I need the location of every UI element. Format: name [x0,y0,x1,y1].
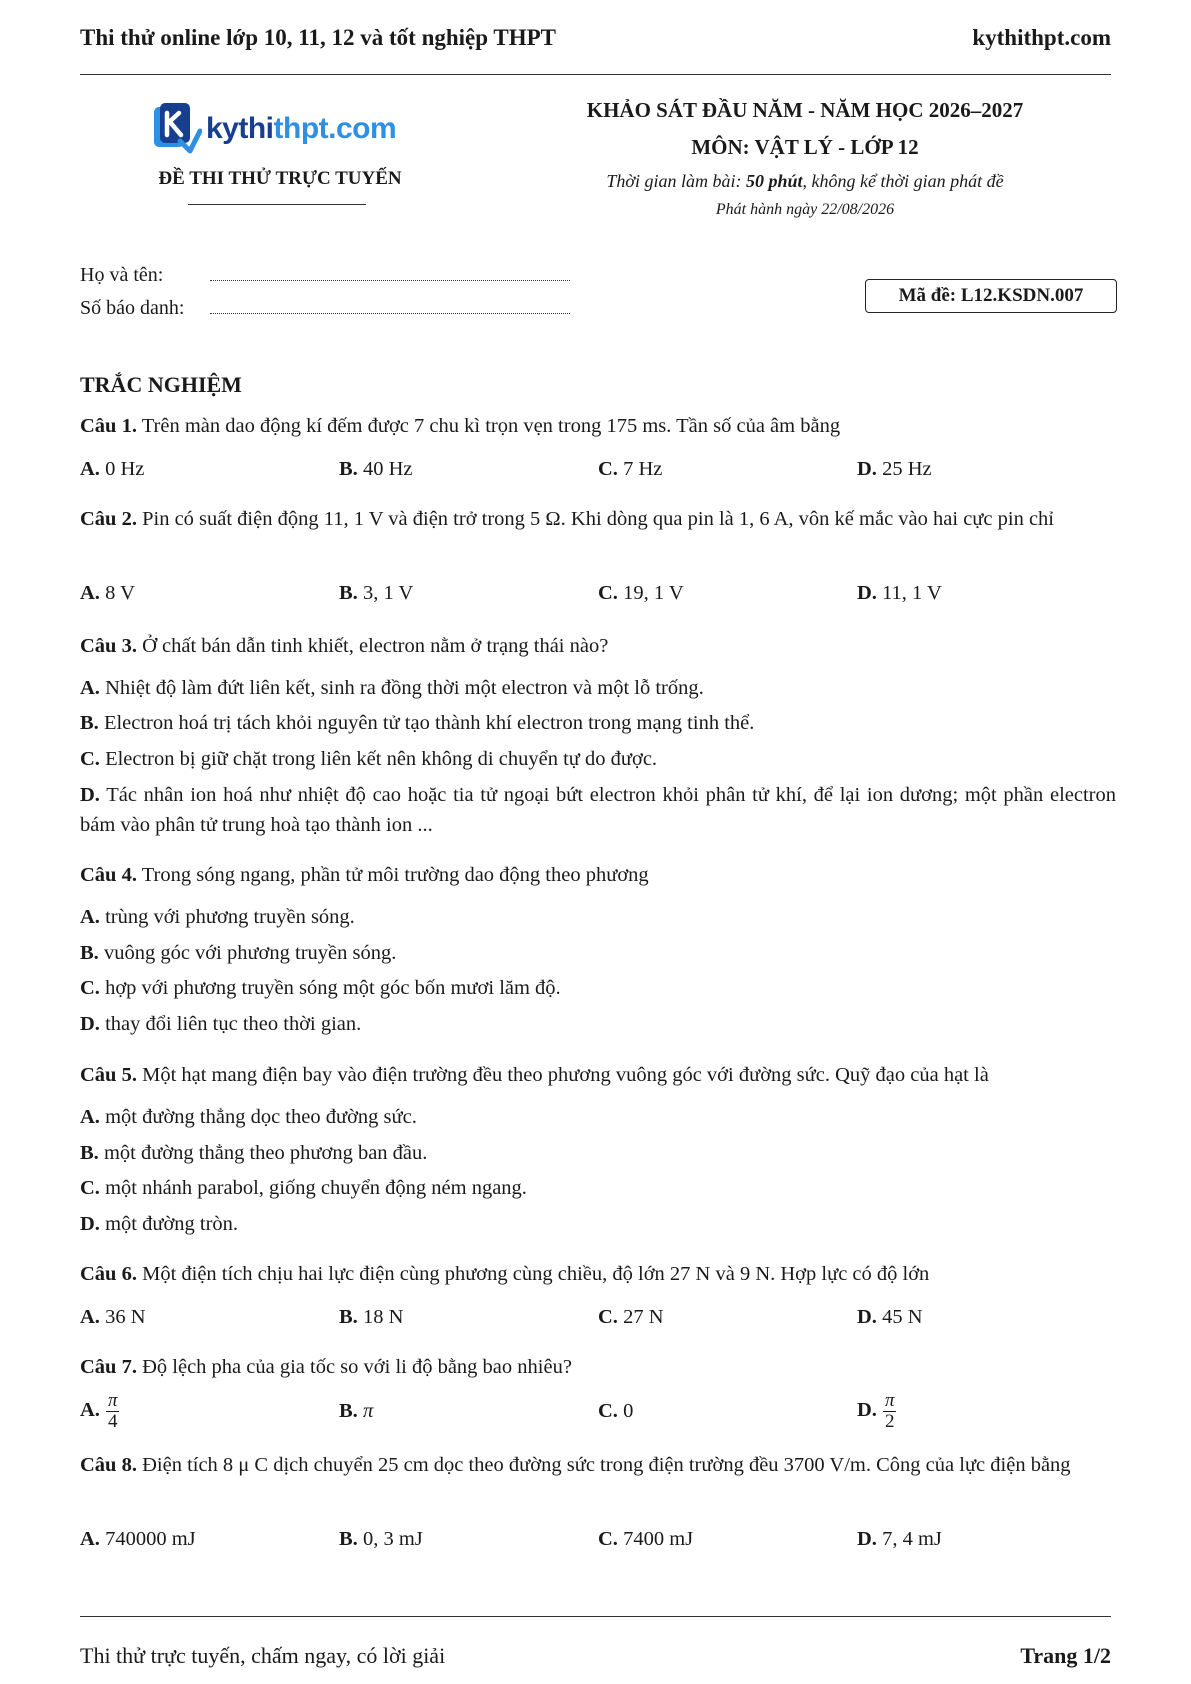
kythithpt-logo-icon [150,101,202,157]
option-d[interactable] [857,582,1116,605]
question-7-options [80,1388,1116,1434]
question-text: Ở chất bán dẫn tinh khiết, electron nằm ở trạng thái nào? [142,635,609,657]
question-text: Trên màn dao động kí đếm được 7 chu kì trọn vẹn trong 175 ms. Tần số của âm bằng [141,415,841,437]
footer-tagline: Thi thử trực tuyến, chấm ngay, có lời giải [80,1643,446,1668]
option-label: C. [80,977,100,999]
option-text: 8 V [105,582,135,604]
question-label: Câu 7. [80,1356,137,1378]
page-footer [80,1643,1111,1669]
option-c[interactable] [80,973,1116,1003]
question-6 [80,1259,1116,1289]
question-label: Câu 4. [80,864,137,886]
option-b[interactable] [339,458,598,481]
exam-duration [545,168,1065,194]
option-label: A. [80,906,100,928]
fraction-numerator: π [107,1389,118,1411]
student-name-blank[interactable] [210,264,570,281]
option-label: B. [80,712,99,734]
option-b[interactable] [339,1400,598,1423]
footer-divider [80,1616,1111,1617]
option-b[interactable] [80,1138,1116,1168]
option-label: D. [80,1213,100,1235]
student-id-field[interactable] [80,297,570,320]
fraction-pi-over-2 [883,1391,897,1432]
page-number: Trang 1/2 [1020,1643,1111,1668]
option-label: C. [598,1399,618,1422]
student-name-field[interactable] [80,264,570,287]
option-label: A. [80,582,100,604]
option-label: D. [857,458,877,480]
option-d[interactable] [857,458,1116,481]
option-c[interactable] [80,1173,1116,1203]
option-text: 36 N [105,1306,146,1328]
question-label: Câu 6. [80,1263,137,1285]
option-text: 7, 4 mJ [882,1528,942,1550]
option-text: một nhánh parabol, giống chuyển động ném ngang. [105,1177,527,1199]
question-label: Câu 5. [80,1064,137,1086]
student-id-label: Số báo danh: [80,297,185,319]
option-a[interactable] [80,458,339,481]
option-label: C. [598,458,618,480]
option-d[interactable] [857,1391,1116,1432]
option-text: 25 Hz [882,458,932,480]
option-label: B. [339,458,358,480]
option-label: C. [598,1528,618,1550]
question-text: Pin có suất điện động 11, 1 V và điện trở trong 5 Ω. Khi dòng qua pin là 1, 6 A, vôn kế mắc vào hai cực pin chỉ [142,508,1054,530]
student-name-label: Họ và tên: [80,264,164,286]
exam-type-subtitle: ĐỀ THI THỬ TRỰC TUYẾN [158,168,402,189]
question-6-options [80,1306,1116,1329]
question-label: Câu 1. [80,415,137,437]
header-divider [80,74,1111,75]
option-a[interactable] [80,1306,339,1329]
exam-heading [545,96,1065,222]
option-text: 18 N [362,1306,404,1328]
question-text: Một hạt mang điện bay vào điện trường đều theo phương vuông góc với đường sức. Quỹ đạo của hạt là [142,1064,989,1086]
duration-value: 50 phút [746,171,803,191]
option-text: 19, 1 V [623,582,684,604]
page-header [80,22,1111,54]
option-label: A. [80,677,100,699]
option-text: Nhiệt độ làm đứt liên kết, sinh ra đồng thời một electron và một lỗ trống. [105,677,704,699]
question-5 [80,1060,1116,1090]
question-8-options [80,1528,1116,1551]
option-label: A. [80,1398,100,1421]
header-left-text: Thi thử online lớp 10, 11, 12 và tốt nghiệp THPT [80,25,556,50]
logo-text-dark: kythi [206,112,274,145]
option-b[interactable] [339,1528,598,1551]
question-text: Trong sóng ngang, phần tử môi trường dao động theo phương [141,864,649,886]
option-d[interactable] [80,780,1116,840]
logo-wordmark [206,112,396,146]
option-d[interactable] [80,1009,1116,1039]
option-text: một đường thẳng dọc theo đường sức. [105,1106,417,1128]
option-b[interactable] [339,1306,598,1329]
option-label: D. [80,1013,100,1035]
question-label: Câu 3. [80,635,137,657]
option-text: 40 Hz [362,458,413,480]
exam-title: KHẢO SÁT ĐẦU NĂM - NĂM HỌC 2026–2027 [586,98,1024,122]
option-text: 740000 mJ [105,1528,196,1550]
question-1-options [80,458,1116,481]
subtitle-underline [188,204,366,205]
fraction-denominator: 2 [884,1410,895,1432]
option-a[interactable] [80,1528,339,1551]
option-text: π [362,1399,374,1422]
question-label: Câu 8. [80,1454,137,1476]
option-text: Tác nhân ion hoá như nhiệt độ cao hoặc tia tử ngoại bứt electron khỏi phân tử khí, để lại ion dương; một phần electron bám vào phân tử trung hoà tạo thành ion ... [80,784,1116,836]
option-text: một đường thẳng theo phương ban đầu. [103,1142,428,1164]
question-2-options [80,582,1116,605]
option-text: 45 N [882,1306,923,1328]
option-label: B. [80,1142,99,1164]
option-d[interactable] [857,1306,1116,1329]
option-a[interactable] [80,673,1116,703]
section-title: TRẮC NGHIỆM [80,372,242,397]
question-4 [80,860,1116,890]
option-label: B. [339,1528,358,1550]
option-text: 11, 1 V [882,582,942,604]
question-text: Điện tích 8 μ C dịch chuyển 25 cm dọc theo đường sức trong điện trường đều 3700 V/m. Công của lực điện bằng [142,1454,1071,1476]
option-label: D. [857,582,877,604]
option-label: B. [339,582,358,604]
option-a[interactable] [80,1391,339,1432]
option-text: 7400 mJ [623,1528,694,1550]
option-text: hợp với phương truyền sóng một góc bốn mươi lăm độ. [105,977,561,999]
option-label: A. [80,1306,100,1328]
option-label: A. [80,1528,100,1550]
duration-prefix: Thời gian làm bài: [606,171,746,191]
fraction-denominator: 4 [107,1410,118,1432]
option-c[interactable] [598,1306,857,1329]
option-a[interactable] [80,582,339,605]
exam-release-date: Phát hành ngày 22/08/2026 [715,201,895,218]
question-label: Câu 2. [80,508,137,530]
header-site-link[interactable]: kythithpt.com [972,25,1111,50]
option-text: 0 Hz [105,458,145,480]
option-c[interactable] [598,1528,857,1551]
option-label: B. [80,942,99,964]
option-label: B. [339,1306,358,1328]
option-label: A. [80,458,100,480]
question-7 [80,1352,1116,1382]
option-label: B. [339,1399,358,1422]
question-text: Độ lệch pha của gia tốc so với li độ bằng bao nhiêu? [142,1356,572,1378]
option-c[interactable] [598,1400,857,1423]
option-b[interactable] [80,938,1116,968]
option-text: 27 N [623,1306,664,1328]
question-2 [80,504,1116,534]
option-label: A. [80,1106,100,1128]
option-text: trùng với phương truyền sóng. [105,906,355,928]
option-text: một đường tròn. [105,1213,239,1235]
option-text: 0, 3 mJ [362,1528,423,1550]
option-text: Electron bị giữ chặt trong liên kết nên không di chuyển tự do được. [105,748,658,770]
option-c[interactable] [598,458,857,481]
option-c[interactable] [80,744,1116,774]
fraction-numerator: π [884,1389,895,1411]
option-c[interactable] [598,582,857,605]
question-3 [80,631,1116,661]
option-label: C. [80,1177,100,1199]
question-8 [80,1450,1116,1480]
brand-logo[interactable] [150,100,440,158]
option-label: D. [857,1528,877,1550]
option-label: D. [857,1398,877,1421]
option-label: C. [598,1306,618,1328]
option-text: 0 [623,1399,634,1422]
option-label: D. [857,1306,877,1328]
option-label: C. [598,582,618,604]
logo-text-light: thpt.com [273,112,397,145]
option-text: 7 Hz [623,458,663,480]
question-1 [80,411,1116,441]
option-b[interactable] [339,582,598,605]
duration-suffix: , không kể thời gian phát đề [802,171,1004,191]
option-text: vuông góc với phương truyền sóng. [103,942,397,964]
option-a[interactable] [80,1102,1116,1132]
fraction-pi-over-4 [106,1391,120,1432]
option-label: D. [80,784,100,806]
option-b[interactable] [80,708,1116,738]
option-d[interactable] [80,1209,1116,1239]
student-id-blank[interactable] [210,297,570,314]
option-a[interactable] [80,902,1116,932]
option-label: C. [80,748,100,770]
question-text: Một điện tích chịu hai lực điện cùng phương cùng chiều, độ lớn 27 N và 9 N. Hợp lực có độ lớn [142,1263,930,1285]
option-text: thay đổi liên tục theo thời gian. [105,1013,362,1035]
option-d[interactable] [857,1528,1116,1551]
exam-code-box: Mã đề: L12.KSDN.007 [865,279,1117,313]
option-text: Electron hoá trị tách khỏi nguyên tử tạo thành khí electron trong mạng tinh thể. [103,712,755,734]
option-text: 3, 1 V [362,582,414,604]
exam-subject: MÔN: VẬT LÝ - LỚP 12 [691,135,919,159]
